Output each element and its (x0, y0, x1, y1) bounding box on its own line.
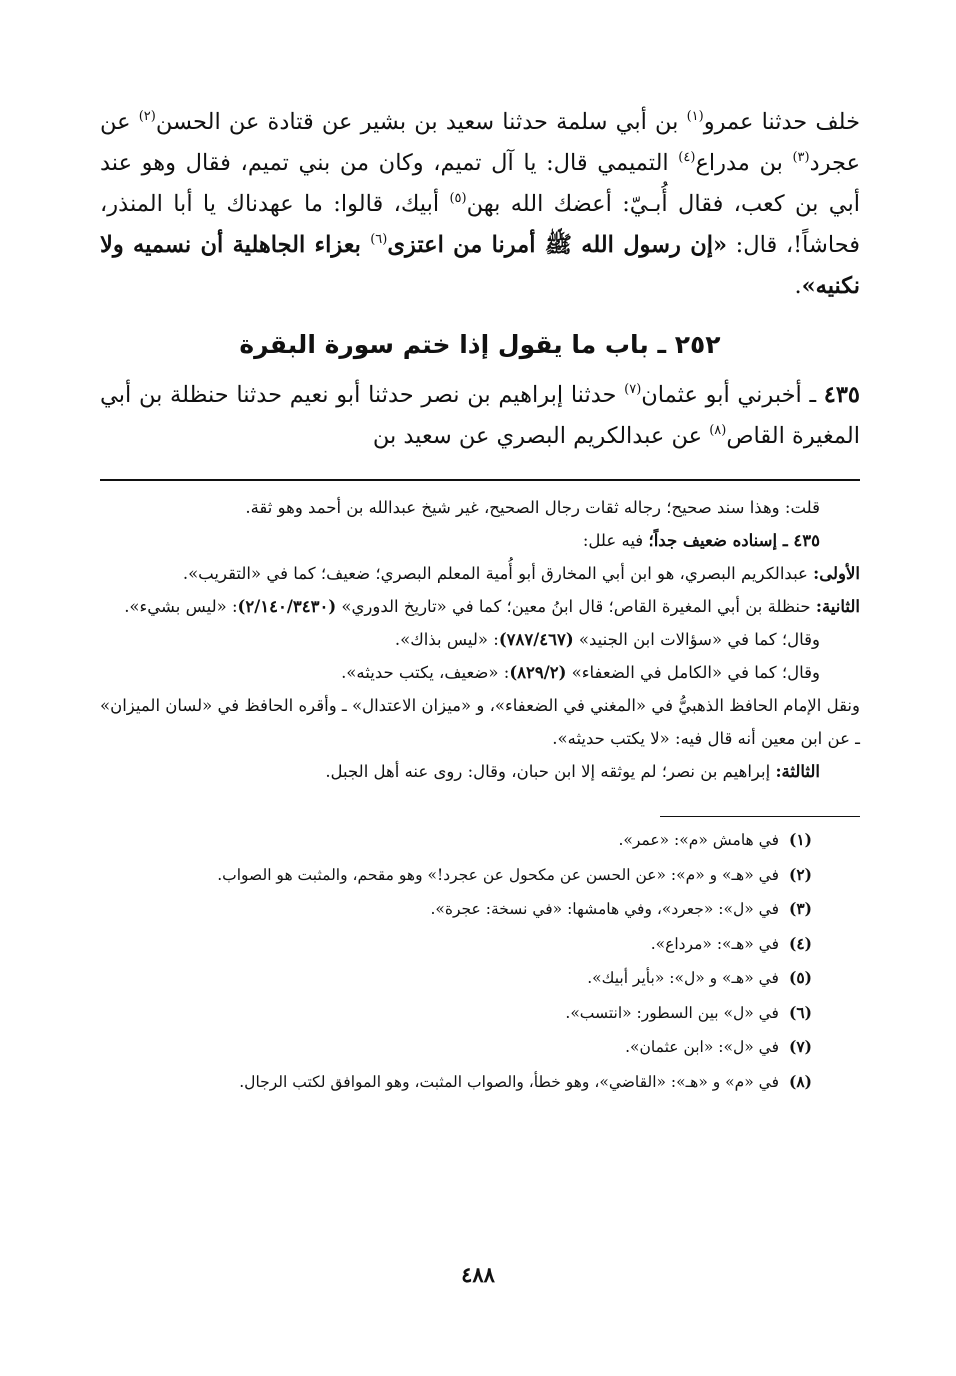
footnote: (٣)في «ل»: «جعرد»، وفي هامشها: «في نسخة: عجرة». (430, 899, 812, 918)
footnote: (١)في هامش «م»: «عمر». (618, 830, 812, 849)
commentary (100, 491, 860, 788)
commentary-line: الثالثة: إبراهيم بن نصر؛ لم يوثقه إلا ابن حبان، وقال: روى عنه أهل الجبل. (325, 762, 820, 781)
commentary-line: الأولى: عبدالكريم البصري، هو ابن أبي المخارق أبو أُمية المعلم البصري؛ ضعيف؛ كما في «التقريب». (182, 564, 860, 583)
main-text (100, 102, 860, 457)
footnote-ref[interactable]: (٤) (678, 150, 696, 165)
footnote-ref[interactable]: (٢) (138, 109, 156, 124)
footnote-ref[interactable]: (٨) (709, 423, 727, 438)
footnote: (٦)في «ل» بين السطور: «انتسب». (565, 1002, 812, 1022)
commentary-divider (100, 479, 860, 481)
footnote: (٢)في «هـ» و «م»: «عن الحسن عن مكحول عن عجرد!» وهو مقحم، والمثبت هو الصواب. (217, 864, 812, 884)
footnote-ref[interactable]: (٥) (449, 191, 467, 206)
commentary-line: وقال؛ كما في «سؤالات ابن الجنيد» (٧٨٧/٤٦٧): «ليس بذاك». (394, 630, 820, 649)
hadith-matn-bold: «إن رسول الله ﷺ أمرنا من اعتزى (387, 232, 728, 258)
book-page (100, 102, 860, 1099)
hadith-matn-bold: بعزاء الجاهلية أن نسميه ولا نكنيه» (100, 232, 860, 299)
commentary-line: ونقل الإمام الحافظ الذهبيُّ في «المغني في الضعفاء»، و «ميزان الاعتدال» ـ وأقره الحافظ في «لسان الميزان» ـ عن ابن معين أنه قال فيه: «لا يكتب حديثه». (100, 696, 860, 748)
hadith-paragraph-2: ٤٣٥ ـ أخبرني أبو عثمان$^{(٧)}$ حدثنا إبراهيم بن نصر حدثنا أبو نعيم حدثنا حنظلة بن أبي المغيرة القاص$^{(٨)}$ عن عبدالكريم البصري عن سعيد بن (100, 382, 860, 449)
commentary-line: وقال؛ كما في «الكامل في الضعفاء» (٨٢٩/٢): «ضعيف، يكتب حديثه». (341, 663, 820, 682)
footnote: (٨)في «م» و «هـ»: «القاضي»، وهو خطأ، والصواب المثبت، وهو الموافق لكتب الرجال. (239, 1071, 812, 1091)
commentary-line: ٤٣٥ ـ إسناده ضعيف جداً؛ فيه علل: (582, 531, 820, 550)
footnote-ref[interactable]: (٣) (792, 150, 810, 165)
footnote-ref[interactable]: (١) (686, 109, 704, 124)
footnote-ref[interactable]: (٧) (624, 382, 642, 397)
footnote: (٧)في «ل»: «ابن عثمان». (625, 1037, 812, 1056)
commentary-line: قلت: وهذا سند صحيح؛ رجاله ثقات رجال الصحيح، غير شيخ عبدالله بن أحمد وهو ثقة. (245, 498, 820, 517)
footnote: (٥)في «هـ» و «ل»: «بأير أبيك». (587, 968, 812, 987)
footnote: (٤)في «هـ»: «مرداع». (650, 933, 812, 953)
hadith-paragraph-1: خلف حدثنا عمرو$^{(١)}$ بن أبي سلمة حدثنا سعيد بن بشير عن قتادة عن الحسن$^{(٢)}$ عن عجرد$^{(٣)}$ بن مدراع$^{(٤)}$ التميمي قال: يا آل تميم، وكان من بني تميم، فقال وهو عند أبي بن كعب، فقال أُبـيّ: أعضك الله بهن$^{(٥)}$ أبيك، قالوا: ما عهدناك يا أبا المنذر، فحاشاً!، قال: «إن رسول الله ﷺ أمرنا من اعتزى$^{(٦)}$ بعزاء الجاهلية أن نسميه ولا نكنيه». (100, 109, 860, 299)
commentary-line: الثانية: حنظلة بن أبي المغيرة القاص؛ قال ابنُ معين؛ كما في «تاريخ الدوري» (٢/١٤٠/٣٤٣٠): «ليس بشيء». (124, 597, 860, 616)
footnote-ref[interactable]: (٦) (370, 232, 388, 247)
hadith-number: ٤٣٥ (823, 382, 860, 408)
page-number: ٤٨٨ (461, 1262, 495, 1287)
chapter-heading: ٢٥٢ ـ باب ما يقول إذا ختم سورة البقرة (239, 330, 721, 359)
footnotes (100, 823, 860, 1099)
footnote-divider (660, 816, 860, 817)
